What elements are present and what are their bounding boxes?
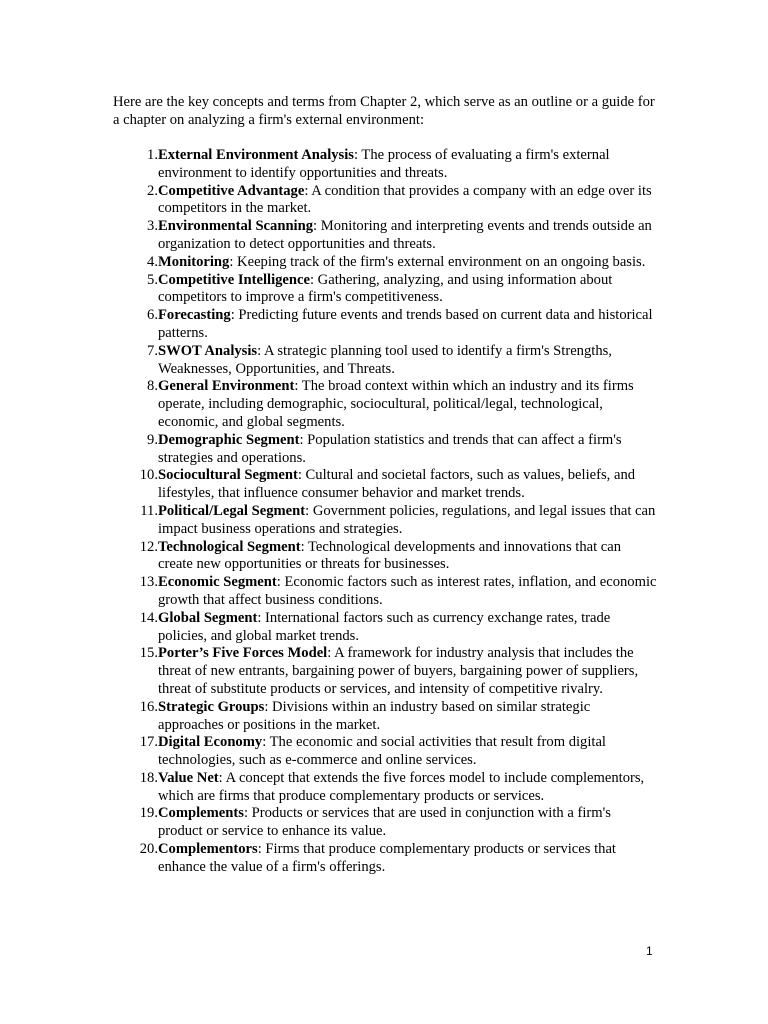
term-name: Global Segment bbox=[158, 609, 258, 626]
term-definition: : The process of evaluating a firm's external environment to identify opportunities and threats. bbox=[158, 147, 610, 181]
term-name: SWOT Analysis bbox=[158, 342, 258, 359]
list-item-number: 3. bbox=[147, 218, 158, 235]
term-name: Value Net bbox=[158, 769, 219, 786]
term-definition: : Gathering, analyzing, and using information about competitors to improve a firm's competitiveness. bbox=[158, 271, 613, 306]
list-item bbox=[113, 343, 658, 379]
term-definition: : A framework for industry analysis that includes the threat of new entrants, bargaining power of buyers, bargaining power of suppliers, threat of substitute products or services, and intensity of competitive rivalry. bbox=[158, 645, 639, 697]
list-item bbox=[113, 272, 658, 308]
list-item-text bbox=[158, 343, 658, 379]
term-name: Digital Economy bbox=[158, 734, 263, 751]
term-name: Complements bbox=[158, 805, 244, 822]
list-item-text bbox=[158, 218, 658, 254]
list-item bbox=[113, 307, 658, 343]
list-item bbox=[113, 147, 658, 183]
list-item-number: 4. bbox=[147, 253, 158, 270]
term-definition: : Firms that produce complementary products or services that enhance the value of a firm's offerings. bbox=[158, 841, 616, 875]
term-definition: : A strategic planning tool used to identify a firm's Strengths, Weaknesses, Opportunities, and Threats. bbox=[158, 342, 612, 377]
term-definition: : Monitoring and interpreting events and trends outside an organization to detect opportunities and threats. bbox=[158, 218, 652, 252]
list-item bbox=[113, 805, 658, 841]
list-item bbox=[113, 467, 658, 503]
list-item-number: 15. bbox=[139, 645, 158, 662]
term-name: Monitoring bbox=[158, 253, 230, 270]
term-name: Demographic Segment bbox=[158, 431, 300, 448]
list-item-text bbox=[158, 645, 658, 698]
list-item bbox=[113, 841, 658, 877]
term-name: Competitive Intelligence bbox=[158, 271, 310, 288]
term-name: Competitive Advantage bbox=[158, 182, 305, 199]
list-item-text bbox=[158, 699, 658, 735]
term-name: General Environment bbox=[158, 378, 295, 395]
list-item-number: 5. bbox=[147, 271, 158, 288]
list-item-text bbox=[158, 378, 658, 431]
term-definition: : Population statistics and trends that can affect a firm's strategies and operations. bbox=[158, 431, 622, 466]
term-name: Porter’s Five Forces Model bbox=[158, 645, 328, 662]
term-name: Strategic Groups bbox=[158, 698, 265, 715]
list-item-number: 18. bbox=[139, 769, 158, 786]
term-name: Technological Segment bbox=[158, 538, 301, 555]
list-item-number: 20. bbox=[139, 841, 158, 858]
list-item-number: 13. bbox=[139, 574, 158, 591]
list-item-text bbox=[158, 307, 658, 343]
list-item-number: 17. bbox=[139, 734, 158, 751]
list-item-text bbox=[158, 432, 658, 468]
list-item bbox=[113, 574, 658, 610]
term-definition: : International factors such as currency exchange rates, trade policies, and global market trends. bbox=[158, 609, 611, 644]
list-item-number: 14. bbox=[139, 609, 158, 626]
term-definition: : Technological developments and innovations that can create new opportunities or threats for businesses. bbox=[158, 538, 622, 573]
list-item-text bbox=[158, 147, 658, 183]
list-item bbox=[113, 734, 658, 770]
term-name: Complementors bbox=[158, 841, 258, 858]
term-name: External Environment Analysis bbox=[158, 147, 354, 163]
list-item-text bbox=[158, 841, 658, 877]
list-item-text bbox=[158, 503, 658, 539]
list-item-text bbox=[158, 574, 658, 610]
term-definition: : Divisions within an industry based on similar strategic approaches or positions in the market. bbox=[158, 698, 591, 733]
list-item bbox=[113, 254, 658, 272]
page-number: 1 bbox=[646, 944, 653, 958]
list-item-text bbox=[158, 610, 658, 646]
list-item bbox=[113, 645, 658, 698]
list-item-text bbox=[158, 805, 658, 841]
term-name: Economic Segment bbox=[158, 574, 277, 591]
term-definition: : A concept that extends the five forces model to include complementors, which are firms that produce complementary products or services. bbox=[158, 769, 645, 804]
list-item-text bbox=[158, 539, 658, 575]
list-item-number: 7. bbox=[147, 342, 158, 359]
term-definition: : A condition that provides a company with an edge over its competitors in the market. bbox=[158, 182, 652, 217]
list-item-text bbox=[158, 254, 658, 272]
term-definition: : Keeping track of the firm's external environment on an ongoing basis. bbox=[229, 253, 646, 270]
list-item-number: 10. bbox=[139, 467, 158, 484]
list-item bbox=[113, 503, 658, 539]
intro-paragraph: Here are the key concepts and terms from Chapter 2, which serve as an outline or a guide for a chapter on analyzing a firm's external environment: bbox=[113, 94, 655, 128]
list-item-text bbox=[158, 467, 658, 503]
list-item bbox=[113, 610, 658, 646]
list-item-text bbox=[158, 183, 658, 219]
list-item-text bbox=[158, 734, 658, 770]
list-item bbox=[113, 218, 658, 254]
list-item bbox=[113, 432, 658, 468]
list-item-number: 19. bbox=[139, 805, 158, 822]
term-name: Forecasting bbox=[158, 307, 231, 324]
term-definition: : Economic factors such as interest rates, inflation, and economic growth that affect business conditions. bbox=[158, 574, 657, 608]
term-definition: : Government policies, regulations, and legal issues that can impact business operations and strategies. bbox=[158, 502, 656, 537]
term-name: Sociocultural Segment bbox=[158, 467, 298, 484]
term-definition: : The economic and social activities that result from digital technologies, such as e-commerce and online services. bbox=[158, 734, 606, 769]
terms-list bbox=[113, 147, 658, 877]
list-item bbox=[113, 770, 658, 806]
list-item-text bbox=[158, 272, 658, 308]
list-item bbox=[113, 378, 658, 431]
list-item-number: 8. bbox=[147, 378, 158, 395]
list-item-number: 9. bbox=[147, 431, 158, 448]
term-definition: : Predicting future events and trends based on current data and historical patterns. bbox=[158, 307, 653, 341]
term-name: Environmental Scanning bbox=[158, 218, 314, 235]
term-definition: : Products or services that are used in conjunction with a firm's product or service to enhance its value. bbox=[158, 805, 611, 840]
list-item-number: 6. bbox=[147, 307, 158, 324]
list-item bbox=[113, 539, 658, 575]
term-definition: : Cultural and societal factors, such as values, beliefs, and lifestyles, that influence consumer behavior and market trends. bbox=[158, 467, 636, 502]
list-item bbox=[113, 183, 658, 219]
term-definition: : The broad context within which an industry and its firms operate, including demographic, sociocultural, political/legal, technological, economic, and global segments. bbox=[158, 378, 634, 430]
list-item-text bbox=[158, 770, 658, 806]
list-item-number: 11. bbox=[140, 502, 158, 519]
list-item-number: 2. bbox=[147, 182, 158, 199]
list-item-number: 12. bbox=[139, 538, 158, 555]
list-item-number: 16. bbox=[139, 698, 158, 715]
list-item bbox=[113, 699, 658, 735]
list-item-number: 1. bbox=[147, 147, 158, 163]
term-name: Political/Legal Segment bbox=[158, 502, 306, 519]
